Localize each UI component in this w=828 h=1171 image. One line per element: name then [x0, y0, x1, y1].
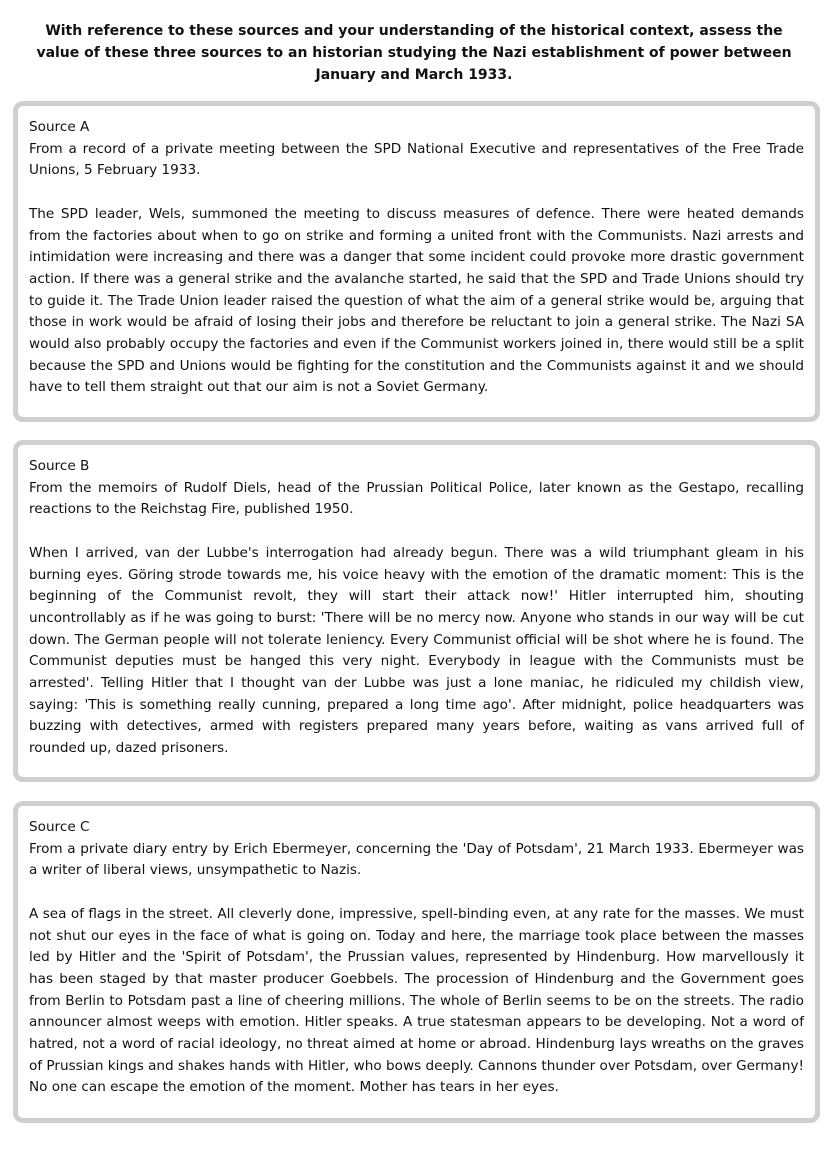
source-b-box	[13, 440, 820, 782]
source-b-title: Source B	[29, 458, 90, 474]
source-a-text: The SPD leader, Wels, summoned the meeting to discuss measures of defence. There were heated demands from the factories about when to go on strike and forming a united front with the Communists. Nazi arrests and intimidation were increasing and there was a danger that some incident could provoke more drastic government action. If there was a general strike and the avalanche started, he said that the SPD and Trade Unions should try to guide it. The Trade Union leader raised the question of what the aim of a general strike would be, arguing that those in work would be afraid of losing their jobs and therefore be reluctant to join a general strike. The Nazi SA would also probably occupy the factories and even if the Communist workers joined in, there would still be a split because the SPD and Unions would be fighting for the constitution and the Communists against it and we should have to tell them straight out that our aim is not a Soviet Germany.	[29, 205, 804, 396]
source-c-title: Source C	[29, 819, 90, 835]
question-text: With reference to these sources and your understanding of the historical context, assess the value of these three sources to an historian studying the Nazi establishment of power between January and March 1933.	[36, 23, 792, 83]
source-b-provenance: From the memoirs of Rudolf Diels, head of the Prussian Political Police, later known as the Gestapo, recalling reactions to the Reichstag Fire, published 1950.	[29, 479, 804, 518]
source-a-title: Source A	[29, 119, 90, 135]
source-c-box	[13, 801, 820, 1123]
source-a-provenance: From a record of a private meeting between the SPD National Executive and representatives of the Free Trade Unions, 5 February 1933.	[29, 140, 804, 179]
source-c-provenance: From a private diary entry by Erich Ebermeyer, concerning the 'Day of Potsdam', 21 March 1933. Ebermeyer was a writer of liberal views, unsympathetic to Nazis.	[29, 840, 804, 879]
source-c-text: A sea of flags in the street. All cleverly done, impressive, spell-binding even, at any rate for the masses. We must not shut our eyes in the face of what is going on. Today and here, the marriage took place between the masses led by Hitler and the 'Spirit of Potsdam', the Prussian values, represented by Hindenburg. How marvellously it has been staged by that master producer Goebbels. The procession of Hindenburg and the Government goes from Berlin to Potsdam past a line of cheering millions. The whole of Berlin seems to be on the streets. The radio announcer almost weeps with emotion. Hitler speaks. A true statesman appears to be developing. Not a word of hatred, not a word of racial ideology, no threat aimed at home or abroad. Hindenburg lays wreaths on the graves of Prussian kings and shakes hands with Hitler, who bows deeply. Cannons thunder over Potsdam, over Germany! No one can escape the emotion of the moment. Mother has tears in her eyes.	[29, 905, 804, 1096]
source-a-box	[13, 101, 820, 422]
source-b-text: When I arrived, van der Lubbe's interrogation had already begun. There was a wild triumphant gleam in his burning eyes. Göring strode towards me, his voice heavy with the emotion of the dramatic moment: This is the beginning of the Communist revolt, they will start their attack now!' Hitler interrupted him, shouting uncontrollably as if he was going to burst: 'There will be no mercy now. Anyone who stands in our way will be cut down. The German people will not tolerate leniency. Every Communist official will be shot where he is found. The Communist deputies must be hanged this very night. Everybody in league with the Communists must be arrested'. Telling Hitler that I thought van der Lubbe was just a lone maniac, he ridiculed my childish view, saying: 'This is something really cunning, prepared a long time ago'. After midnight, police headquarters was buzzing with detectives, armed with registers prepared many years before, waiting as vans arrived full of rounded up, dazed prisoners.	[29, 544, 804, 757]
